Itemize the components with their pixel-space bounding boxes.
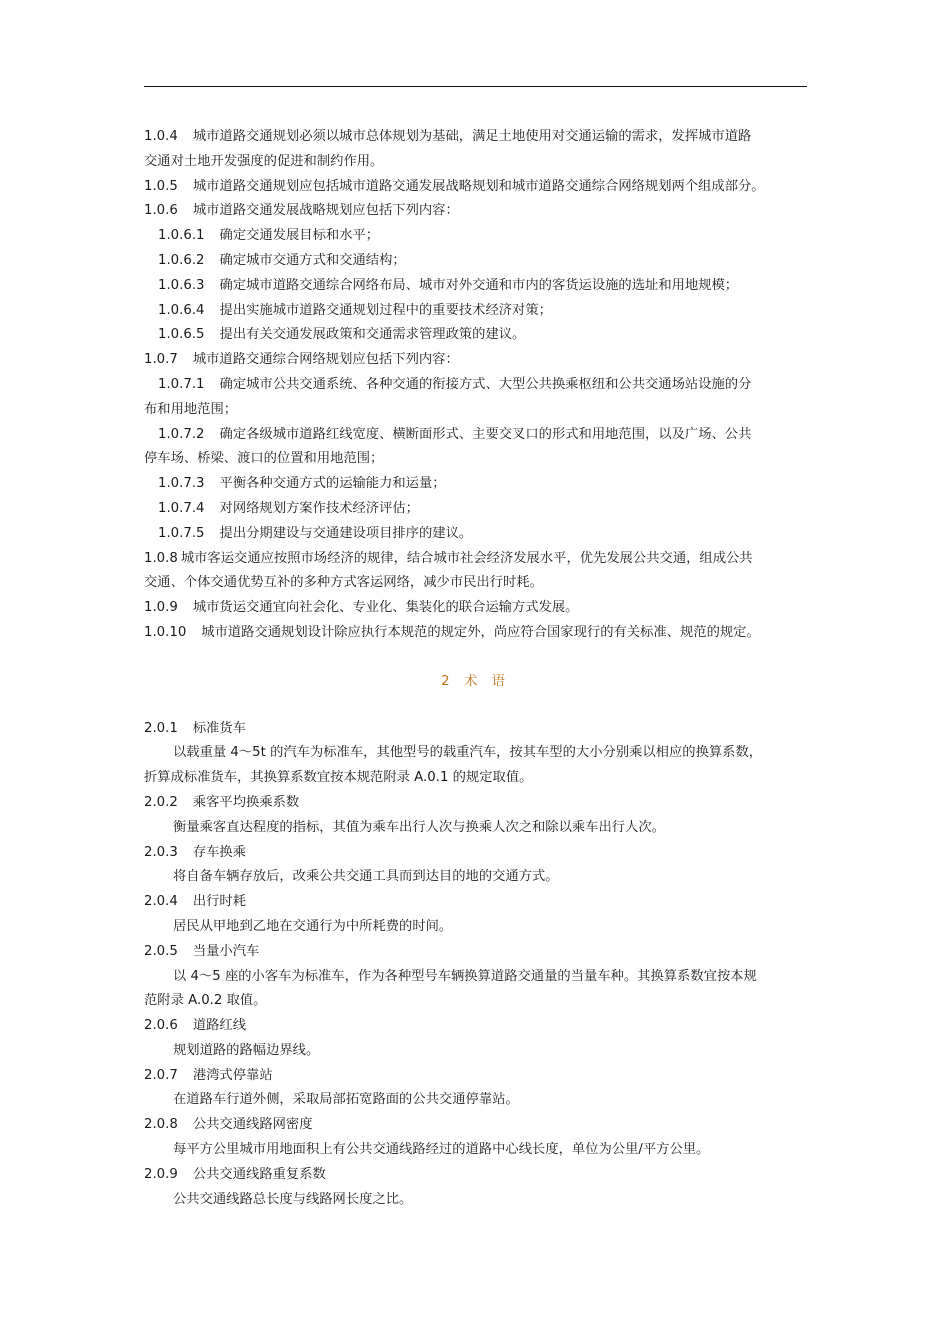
clause-line: [144, 547, 807, 572]
clause-text: 城市道路交通规划设计除应执行本规范的规定外，尚应符合国家现行的有关标准、规范的规定。: [201, 624, 760, 640]
term-number: 2.0.1: [144, 720, 178, 736]
clause-number: 1.0.7.4: [158, 500, 205, 516]
term-definition: 以载重量 4～5t 的汽车为标准车，其他型号的载重汽车，按其车型的大小分别乘以相应的换算系数，: [173, 745, 763, 761]
term-definition: 以 4～5 座的小客车为标准车，作为各种型号车辆换算道路交通量的当量车种。其换算系数宜按本规: [173, 968, 757, 984]
term-line: [144, 1014, 807, 1039]
clause-continuation: 交通、个体交通优势互补的多种方式客运网络，减少市民出行时耗。: [144, 575, 543, 591]
term-line: [144, 1113, 807, 1138]
section-heading: [144, 670, 807, 695]
term-name: 港湾式停靠站: [192, 1067, 273, 1083]
clause-line: [144, 125, 807, 150]
clause-number: 1.0.7.5: [158, 525, 205, 541]
clause-line: [144, 472, 807, 497]
clause-text: 提出有关交通发展政策和交通需求管理政策的建议。: [219, 327, 526, 343]
term-name: 出行时耗: [192, 894, 247, 910]
clause-text: 城市道路交通规划应包括城市道路交通发展战略规划和城市道路交通综合网络规划两个组成部分。: [192, 178, 765, 194]
term-name: 标准货车: [192, 720, 247, 736]
term-line: [144, 791, 807, 816]
term-definition: 折算成标准货车，其换算系数宜按本规范附录 A.0.1 的规定取值。: [144, 770, 533, 786]
term-definition: 范附录 A.0.2 取值。: [144, 993, 267, 1009]
clause-number: 1.0.6.3: [158, 277, 205, 293]
term-line: [144, 940, 807, 965]
clause-text: 提出分期建设与交通建设项目排序的建议。: [219, 525, 473, 541]
term-number: 2.0.4: [144, 894, 178, 910]
clause-line: [144, 423, 807, 448]
clause-line: [144, 299, 807, 324]
term-number: 2.0.6: [144, 1018, 178, 1034]
clause-line: [144, 596, 807, 621]
term-definition: 公共交通线路总长度与线路网长度之比。: [173, 1191, 413, 1207]
term-line: [144, 1064, 807, 1089]
clause-text: 对网络规划方案作技术经济评估；: [219, 500, 419, 516]
clause-continuation: 布和用地范围；: [144, 401, 238, 417]
clause-number: 1.0.4: [144, 129, 178, 144]
clause-number: 1.0.9: [144, 600, 178, 616]
clause-line: [144, 373, 807, 398]
clause-number: 1.0.7.2: [158, 426, 205, 442]
clause-number: 1.0.7.3: [158, 476, 205, 492]
term-number: 2.0.8: [144, 1117, 178, 1133]
clause-line: [144, 348, 807, 373]
clause-line: [144, 224, 807, 249]
term-definition: 衡量乘客直达程度的指标，其值为乘车出行人次与换乘人次之和除以乘车出行人次。: [173, 819, 665, 835]
clause-line: [144, 621, 807, 646]
term-line: [144, 717, 807, 742]
clause-text: 城市道路交通发展战略规划应包括下列内容：: [192, 203, 459, 219]
term-name: 公共交通线路重复系数: [192, 1166, 326, 1182]
clause-number: 1.0.7.1: [158, 376, 205, 392]
term-definition: 每平方公里城市用地面积上有公共交通线路经过的道路中心线长度，单位为公里/平方公里。: [173, 1142, 710, 1158]
term-definition: 将自备车辆存放后，改乘公共交通工具而到达目的地的交通方式。: [173, 869, 559, 885]
document-page: [144, 86, 807, 1212]
clause-number: 1.0.6.1: [158, 228, 205, 244]
clause-number: 1.0.10: [144, 624, 187, 640]
term-line: [144, 841, 807, 866]
section-number: 2: [441, 673, 451, 689]
term-number: 2.0.2: [144, 794, 178, 810]
clause-number: 1.0.8: [144, 550, 178, 566]
term-name: 道路红线: [192, 1018, 247, 1034]
term-number: 2.0.7: [144, 1067, 178, 1083]
clause-text: 确定交通发展目标和水平；: [219, 228, 380, 244]
term-line: [144, 890, 807, 915]
clause-text: 确定城市公共交通系统、各种交通的衔接方式、大型公共换乘枢纽和公共交通场站设施的分: [219, 376, 752, 392]
term-definition: 规划道路的路幅边界线。: [173, 1042, 320, 1058]
clause-continuation: 停车场、桥梁、渡口的位置和用地范围；: [144, 451, 384, 467]
clause-text: 提出实施城市道路交通规划过程中的重要技术经济对策；: [219, 302, 552, 318]
clause-number: 1.0.6.2: [158, 252, 205, 268]
clause-text: 平衡各种交通方式的运输能力和运量；: [219, 476, 446, 492]
term-name: 存车换乘: [192, 844, 247, 860]
term-definition: 居民从甲地到乙地在交通行为中所耗费的时间。: [173, 918, 453, 934]
clause-text: 确定城市交通方式和交通结构；: [219, 252, 406, 268]
header-rule: [144, 86, 807, 87]
clause-line: [144, 249, 807, 274]
term-number: 2.0.5: [144, 943, 178, 959]
clause-number: 1.0.5: [144, 178, 178, 194]
clause-text: 确定各级城市道路红线宽度、横断面形式、主要交叉口的形式和用地范围，以及广场、公共: [219, 426, 752, 442]
term-name: 乘客平均换乘系数: [192, 794, 300, 810]
clause-number: 1.0.6.4: [158, 302, 205, 318]
clause-line: [144, 497, 807, 522]
term-definition: 在道路车行道外侧，采取局部拓宽路面的公共交通停靠站。: [173, 1092, 519, 1108]
clause-line: [144, 175, 807, 200]
clause-line: [144, 274, 807, 299]
term-number: 2.0.3: [144, 844, 178, 860]
term-number: 2.0.9: [144, 1166, 178, 1182]
clause-number: 1.0.7: [144, 352, 178, 368]
clause-text: 城市道路交通综合网络规划应包括下列内容：: [192, 352, 459, 368]
term-name: 公共交通线路网密度: [192, 1117, 313, 1133]
clause-line: [144, 522, 807, 547]
section-title: 术 语: [464, 673, 510, 689]
clause-text: 城市道路交通规划必须以城市总体规划为基础，满足土地使用对交通运输的需求，发挥城市道路: [192, 129, 752, 144]
clause-line: [144, 323, 807, 348]
clause-text: 城市客运交通应按照市场经济的规律，结合城市社会经济发展水平，优先发展公共交通，组成公共: [180, 550, 753, 566]
clause-text: 城市货运交通宜向社会化、专业化、集装化的联合运输方式发展。: [192, 600, 579, 616]
term-name: 当量小汽车: [192, 943, 260, 959]
clause-number: 1.0.6.5: [158, 327, 205, 343]
clause-line: [144, 199, 807, 224]
term-line: [144, 1163, 807, 1188]
clause-continuation: 交通对土地开发强度的促进和制约作用。: [144, 153, 384, 169]
clause-number: 1.0.6: [144, 203, 178, 219]
document-content: [144, 125, 807, 1212]
clause-text: 确定城市道路交通综合网络布局、城市对外交通和市内的客货运设施的选址和用地规模；: [219, 277, 739, 293]
